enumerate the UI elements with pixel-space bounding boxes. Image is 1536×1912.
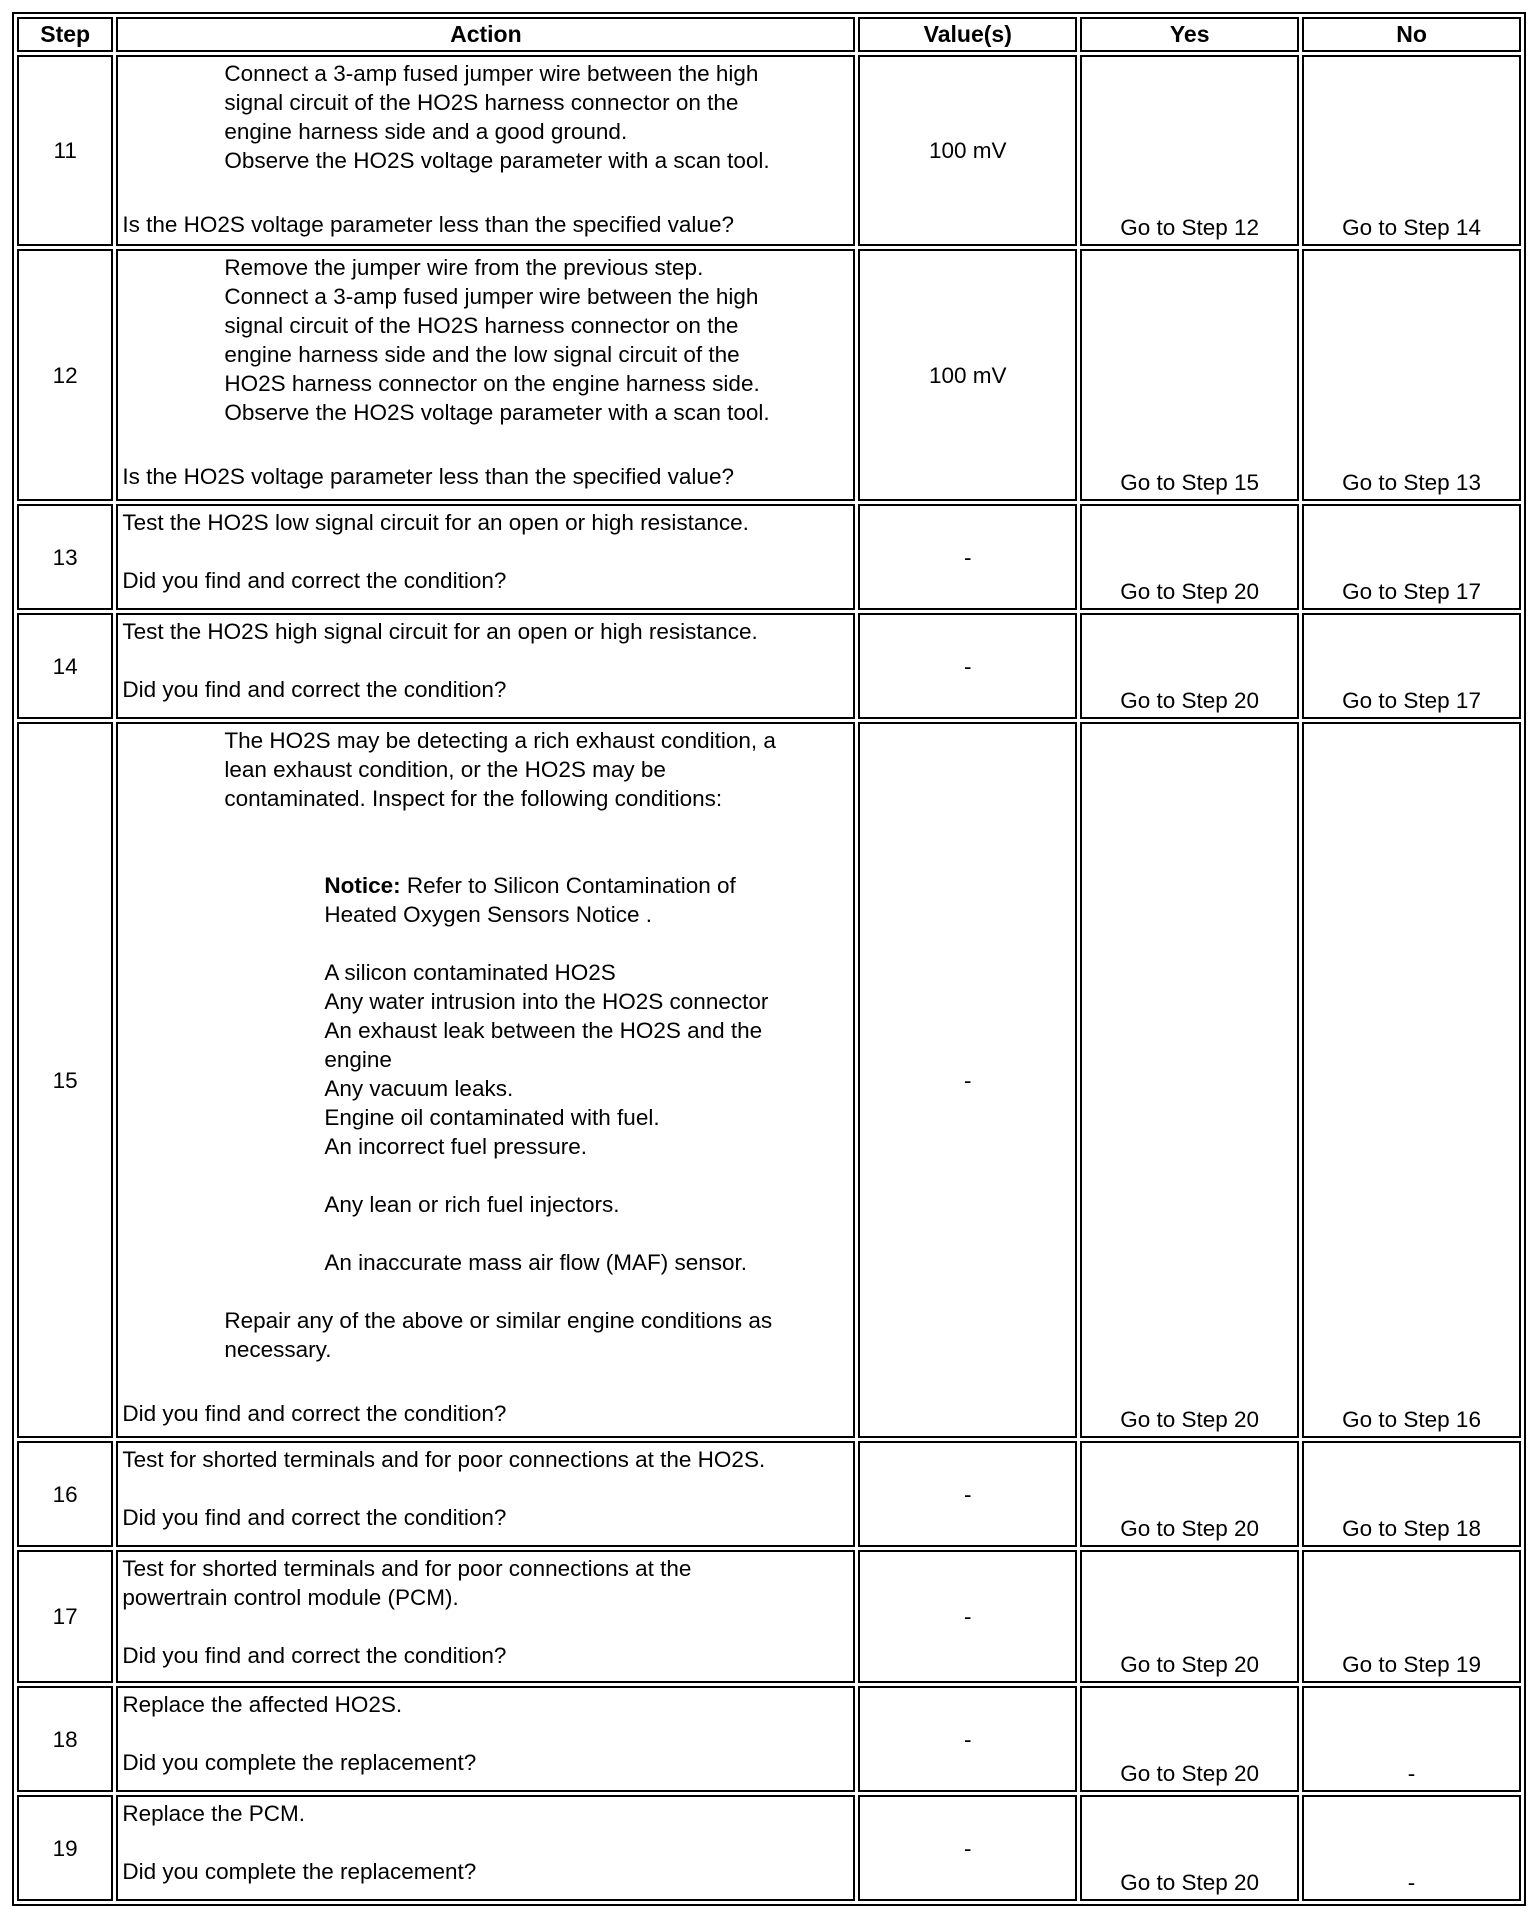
condition-item: An inaccurate mass air flow (MAF) sensor. (324, 1250, 748, 1275)
condition-item: Any water intrusion into the HO2S connector (324, 989, 769, 1014)
table-row-step-14 (17, 613, 1521, 719)
step-number: 19 (17, 1795, 113, 1901)
notice-label: Notice: (324, 873, 401, 898)
condition-item: An exhaust leak between the HO2S and the (324, 1018, 763, 1043)
table-row-step-13 (17, 504, 1521, 610)
condition-item: engine (324, 1047, 392, 1072)
action-cell (116, 613, 855, 719)
value-cell: - (858, 1441, 1077, 1547)
header-no: No (1302, 17, 1521, 52)
yes-cell: Go to Step 20 (1080, 1686, 1299, 1792)
condition-item: Any lean or rich fuel injectors. (324, 1192, 620, 1217)
action-question: Did you complete the replacement? (122, 1750, 477, 1775)
action-line: Test the HO2S high signal circuit for an open or high resistance. (122, 619, 758, 644)
action-line: Observe the HO2S voltage parameter with a scan tool. (224, 148, 770, 173)
action-line: Replace the affected HO2S. (122, 1692, 403, 1717)
condition-item: A silicon contaminated HO2S (324, 960, 616, 985)
yes-cell: Go to Step 20 (1080, 613, 1299, 719)
yes-cell: Go to Step 20 (1080, 1550, 1299, 1683)
action-cell (116, 504, 855, 610)
notice-text: Refer to Silicon Contamination of (400, 873, 736, 898)
no-cell: Go to Step 13 (1302, 249, 1521, 501)
action-line: engine harness side and the low signal circuit of the (224, 342, 740, 367)
diagnostic-table (12, 12, 1526, 1906)
notice-line (122, 871, 849, 900)
action-line: Connect a 3-amp fused jumper wire between the high (224, 61, 759, 86)
action-line: The HO2S may be detecting a rich exhaust condition, a (224, 728, 776, 753)
action-line: powertrain control module (PCM). (122, 1585, 459, 1610)
header-values: Value(s) (858, 17, 1077, 52)
no-cell: Go to Step 17 (1302, 613, 1521, 719)
action-cell (116, 1686, 855, 1792)
action-line: signal circuit of the HO2S harness connector on the (224, 90, 739, 115)
no-cell: Go to Step 19 (1302, 1550, 1521, 1683)
action-cell (116, 55, 855, 246)
table-row-step-19 (17, 1795, 1521, 1901)
action-line: Test for shorted terminals and for poor connections at the (122, 1556, 692, 1581)
step-number: 15 (17, 722, 113, 1438)
action-line: Observe the HO2S voltage parameter with a scan tool. (224, 400, 770, 425)
action-line: engine harness side and a good ground. (224, 119, 628, 144)
no-cell: - (1302, 1795, 1521, 1901)
yes-cell: Go to Step 20 (1080, 504, 1299, 610)
condition-item: Engine oil contaminated with fuel. (324, 1105, 660, 1130)
value-cell: 100 mV (858, 55, 1077, 246)
table-row-step-12 (17, 249, 1521, 501)
condition-item: Any vacuum leaks. (324, 1076, 514, 1101)
action-line: lean exhaust condition, or the HO2S may be (224, 757, 666, 782)
action-line: Remove the jumper wire from the previous step. (224, 255, 704, 280)
step-number: 14 (17, 613, 113, 719)
notice-line: Heated Oxygen Sensors Notice . (324, 902, 653, 927)
action-cell (116, 1795, 855, 1901)
yes-cell: Go to Step 12 (1080, 55, 1299, 246)
table-row-step-15 (17, 722, 1521, 1438)
header-step: Step (17, 17, 113, 52)
value-cell: - (858, 504, 1077, 610)
action-line: signal circuit of the HO2S harness connector on the (224, 313, 739, 338)
step-number: 11 (17, 55, 113, 246)
action-question: Did you find and correct the condition? (122, 1643, 507, 1668)
action-line: Repair any of the above or similar engine conditions as (224, 1308, 773, 1333)
action-line: contaminated. Inspect for the following conditions: (224, 786, 723, 811)
header-yes: Yes (1080, 17, 1299, 52)
step-number: 18 (17, 1686, 113, 1792)
table-header-row (17, 17, 1521, 52)
action-line: Test for shorted terminals and for poor connections at the HO2S. (122, 1447, 766, 1472)
action-question: Did you find and correct the condition? (122, 677, 507, 702)
value-cell: - (858, 1795, 1077, 1901)
value-cell: 100 mV (858, 249, 1077, 501)
table-row-step-11 (17, 55, 1521, 246)
yes-cell: Go to Step 15 (1080, 249, 1299, 501)
no-cell: - (1302, 1686, 1521, 1792)
table-row-step-18 (17, 1686, 1521, 1792)
header-action: Action (116, 17, 855, 52)
action-line: Connect a 3-amp fused jumper wire between the high (224, 284, 759, 309)
action-question: Is the HO2S voltage parameter less than the specified value? (122, 464, 734, 489)
table-row-step-16 (17, 1441, 1521, 1547)
condition-item: An incorrect fuel pressure. (324, 1134, 587, 1159)
no-cell: Go to Step 16 (1302, 722, 1521, 1438)
yes-cell: Go to Step 20 (1080, 1795, 1299, 1901)
value-cell: - (858, 613, 1077, 719)
table-row-step-17 (17, 1550, 1521, 1683)
step-number: 17 (17, 1550, 113, 1683)
value-cell: - (858, 1686, 1077, 1792)
value-cell: - (858, 722, 1077, 1438)
no-cell: Go to Step 14 (1302, 55, 1521, 246)
action-cell (116, 1441, 855, 1547)
action-cell (116, 722, 855, 1438)
action-question: Is the HO2S voltage parameter less than the specified value? (122, 212, 734, 237)
action-question: Did you complete the replacement? (122, 1859, 477, 1884)
action-line: Replace the PCM. (122, 1801, 305, 1826)
action-question: Did you find and correct the condition? (122, 1505, 507, 1530)
no-cell: Go to Step 18 (1302, 1441, 1521, 1547)
yes-cell: Go to Step 20 (1080, 722, 1299, 1438)
value-cell: - (858, 1550, 1077, 1683)
yes-cell: Go to Step 20 (1080, 1441, 1299, 1547)
step-number: 13 (17, 504, 113, 610)
action-question: Did you find and correct the condition? (122, 1401, 507, 1426)
action-line: HO2S harness connector on the engine harness side. (224, 371, 760, 396)
action-question: Did you find and correct the condition? (122, 568, 507, 593)
action-line: necessary. (224, 1337, 332, 1362)
no-cell: Go to Step 17 (1302, 504, 1521, 610)
action-cell (116, 249, 855, 501)
step-number: 12 (17, 249, 113, 501)
action-line: Test the HO2S low signal circuit for an open or high resistance. (122, 510, 749, 535)
action-cell (116, 1550, 855, 1683)
step-number: 16 (17, 1441, 113, 1547)
